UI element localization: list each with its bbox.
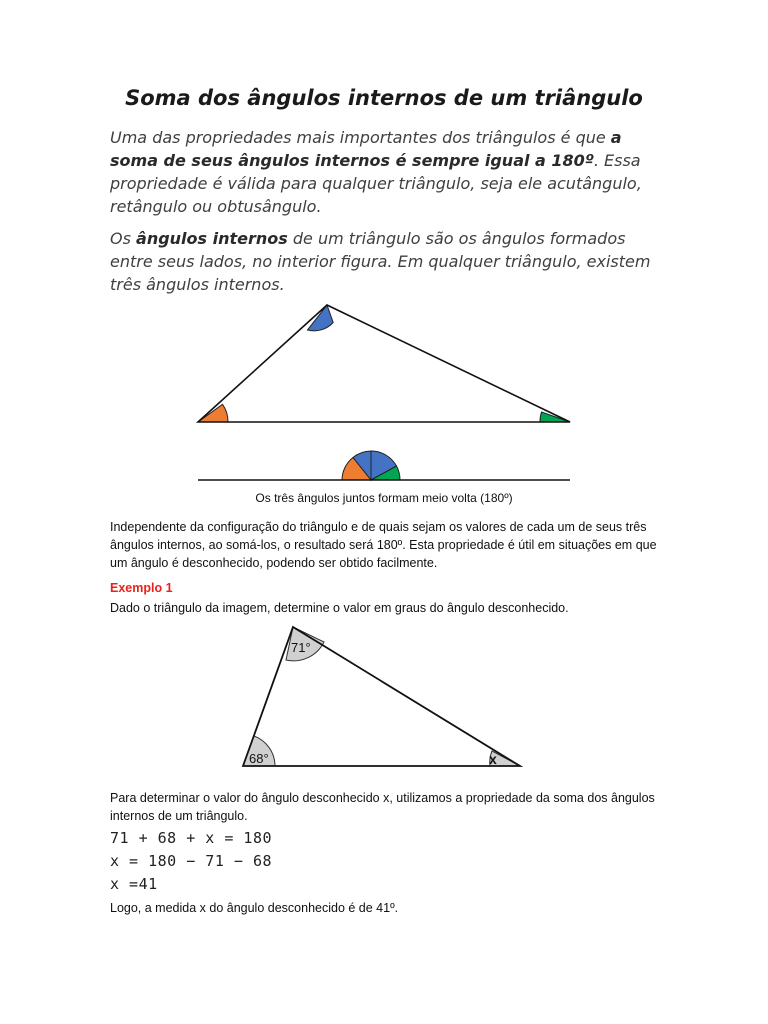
equation-line: x =41 [110, 875, 158, 893]
intro-paragraph-1 [110, 126, 670, 218]
left-angle-label: 68° [249, 751, 269, 766]
example-triangle-outline [243, 627, 520, 766]
intro-p2-end: de um triângulo são os ângulos formados entre seus lados, no interior figura. Em qualquer triângulo, existem três ângulos internos. [110, 229, 651, 294]
intro-p1-bold: a soma de seus ângulos internos é sempre igual a 180º [110, 128, 622, 170]
triangle-outline [198, 305, 570, 422]
intro-p2-bold: ângulos internos [136, 229, 288, 248]
intro-p2-start: Os [110, 229, 137, 248]
example-triangle-figure [235, 620, 535, 775]
intro-paragraph-2 [110, 227, 670, 296]
example-prompt: Dado o triângulo da imagem, determine o valor em graus do ângulo desconhecido. [110, 601, 569, 615]
triangle-colored-angles-figure [190, 298, 580, 428]
equation-line: 71 + 68 + x = 180 [110, 829, 273, 847]
intro-p1-end: . Essa propriedade é válida para qualquer triângulo, seja ele acutângulo, retângulo ou obtusângulo. [110, 151, 642, 216]
conclusion-paragraph: Logo, a medida x do ângulo desconhecido é de 41º. [110, 901, 399, 915]
example-title: Exemplo 1 [110, 581, 173, 595]
top-angle-sector [308, 305, 334, 331]
explanation-paragraph: Independente da configuração do triângulo e de quais sejam os valores de cada um de seus três ângulos internos, ao somá-los, o resultado será 180º. Esta propriedade é útil em situações em que um ângulo é desconhecido, podendo ser obtido facilmente. [110, 520, 657, 570]
right-angle-label: x [489, 751, 497, 767]
method-paragraph: Para determinar o valor do ângulo desconhecido x, utilizamos a propriedade da soma dos ângulos internos de um triângulo. [110, 791, 655, 823]
figure-caption: Os três ângulos juntos formam meio volta (180º) [255, 491, 513, 505]
equation-line: x = 180 − 71 − 68 [110, 852, 273, 870]
page-title: Soma dos ângulos internos de um triângulo [125, 86, 643, 110]
top-angle-label: 71° [291, 640, 311, 655]
left-angle-sector [198, 404, 228, 422]
intro-p1-start: Uma das propriedades mais importantes dos triângulos é que [110, 128, 611, 147]
straight-angle-figure [190, 446, 580, 486]
